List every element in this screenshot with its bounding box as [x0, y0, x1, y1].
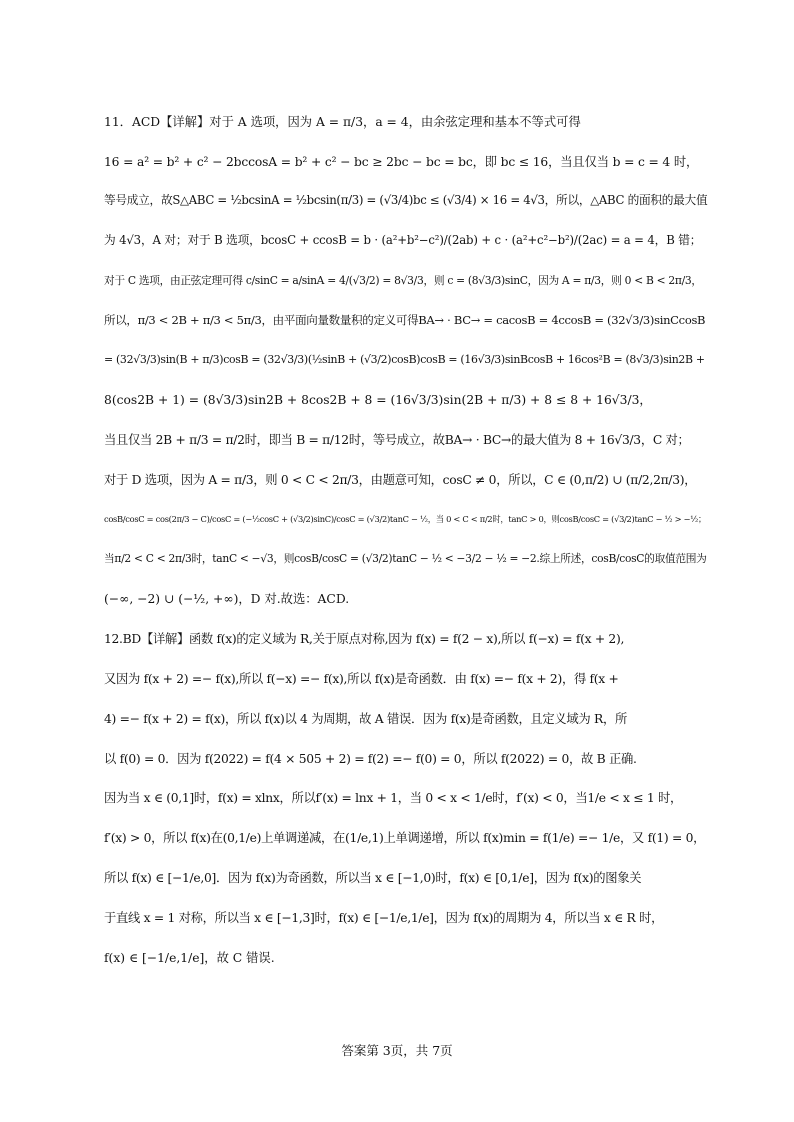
text-line: 16 = a² = b² + c² − 2bccosA = b² + c² − bc ≥ 2bc − bc = bc，即 bc ≤ 16，当且仅当 b = c = 4 时， [104, 154, 699, 169]
text-line: cosB/cosC = cos(2π/3 − C)/cosC = (−½cosC + (√3/2)sinC)/cosC = (√3/2)tanC − ½，当 0 < C < π/2时，tanC > 0，则cosB/cosC = (√3/2)tanC − ½ > −½； [104, 513, 707, 524]
text-line: 又因为 f(x + 2) =− f(x),所以 f(−x) =− f(x),所以 f(x)是奇函数．由 f(x) =− f(x + 2)，得 f(x + [104, 672, 619, 687]
text-line: 对于 D 选项，因为 A = π/3，则 0 < C < 2π/3，由题意可知，cosC ≠ 0，所以，C ∈ (0,π/2) ∪ (π/2,2π/3)， [104, 473, 697, 488]
text-line: 以 f(0) = 0．因为 f(2022) = f(4 × 505 + 2) = f(2) =− f(0) = 0，所以 f(2022) = 0，故 B 正确. [104, 751, 637, 766]
question-12 [104, 618, 708, 976]
text-line: 当π/2 < C < 2π/3时，tanC < −√3，则cosB/cosC = (√3/2)tanC − ½ < −3/2 − ½ = −2.综上所述，cosB/cosC的取值范围为 [104, 552, 707, 566]
page-footer: 答案第 3页，共 7页 [341, 1043, 453, 1058]
text-line: 为 4√3，A 对；对于 B 选项，bcosC + ccosB = b · (a²+b²−c²)/(2ab) + c · (a²+c²−b²)/(2ac) = a = 4，B 错； [104, 233, 702, 248]
text-line: 对于 C 选项，由正弦定理可得 c/sinC = a/sinA = 4/(√3/2) = 8√3/3，则 c = (8√3/3)sinC，因为 A = π/3，则 0 < B < 2π/3， [104, 273, 702, 287]
text-line: 8(cos2B + 1) = (8√3/3)sin2B + 8cos2B + 8 = (16√3/3)sin(2B + π/3) + 8 ≤ 8 + 16√3/3， [104, 393, 652, 408]
text-line: 于直线 x = 1 对称，所以当 x ∈ [−1,3]时，f(x) ∈ [−1/e,1/e]，因为 f(x)的周期为 4，所以当 x ∈ R 时， [104, 910, 664, 925]
text-line: 4) =− f(x + 2) = f(x)，所以 f(x)以 4 为周期，故 A 错误．因为 f(x)是奇函数，且定义域为 R，所 [104, 711, 627, 726]
text-line: 当且仅当 2B + π/3 = π/2时，即当 B = π/12时，等号成立，故BA→ · BC→的最大值为 8 + 16√3/3，C 对； [104, 433, 690, 448]
text-line: 11．ACD【详解】对于 A 选项，因为 A = π/3，a = 4，由余弦定理和基本不等式可得 [104, 114, 581, 129]
answer-content [104, 101, 708, 977]
text-line: 等号成立，故S△ABC = ½bcsinA = ½bcsin(π/3) = (√3/4)bc ≤ (√3/4) × 16 = 4√3，所以，△ABC 的面积的最大值 [104, 193, 708, 208]
text-line: 12.BD【详解】函数 f(x)的定义域为 R,关于原点对称,因为 f(x) = f(2 − x),所以 f(−x) = f(x + 2), [104, 632, 625, 647]
text-line: 因为当 x ∈ (0,1]时，f(x) = xlnx，所以f′(x) = lnx + 1，当 0 < x < 1/e时，f′(x) < 0，当1/e < x ≤ 1 时， [104, 791, 682, 806]
text-line: = (32√3/3)sin(B + π/3)cosB = (32√3/3)(½sinB + (√3/2)cosB)cosB = (16√3/3)sinBcosB + 16cos²B = (8√3/3)sin2B + [104, 353, 705, 367]
text-line: 所以，π/3 < 2B + π/3 < 5π/3，由平面向量数量积的定义可得BA→ · BC→ = cacosB = 4ccosB = (32√3/3)sinCcosB [104, 312, 706, 327]
text-line: (−∞, −2) ∪ (−½, +∞)，D 对.故选：ACD. [104, 592, 350, 607]
question-11 [104, 101, 708, 618]
text-line: f(x) ∈ [−1/e,1/e]，故 C 错误. [104, 950, 275, 965]
text-line: 所以 f(x) ∈ [−1/e,0]．因为 f(x)为奇函数，所以当 x ∈ [−1,0)时，f(x) ∈ [0,1/e]，因为 f(x)的图象关 [104, 871, 642, 886]
text-line: f′(x) > 0，所以 f(x)在(0,1/e)上单调递减，在(1/e,1)上单调递增，所以 f(x)min = f(1/e) =− 1/e，又 f(1) = 0， [104, 831, 706, 846]
